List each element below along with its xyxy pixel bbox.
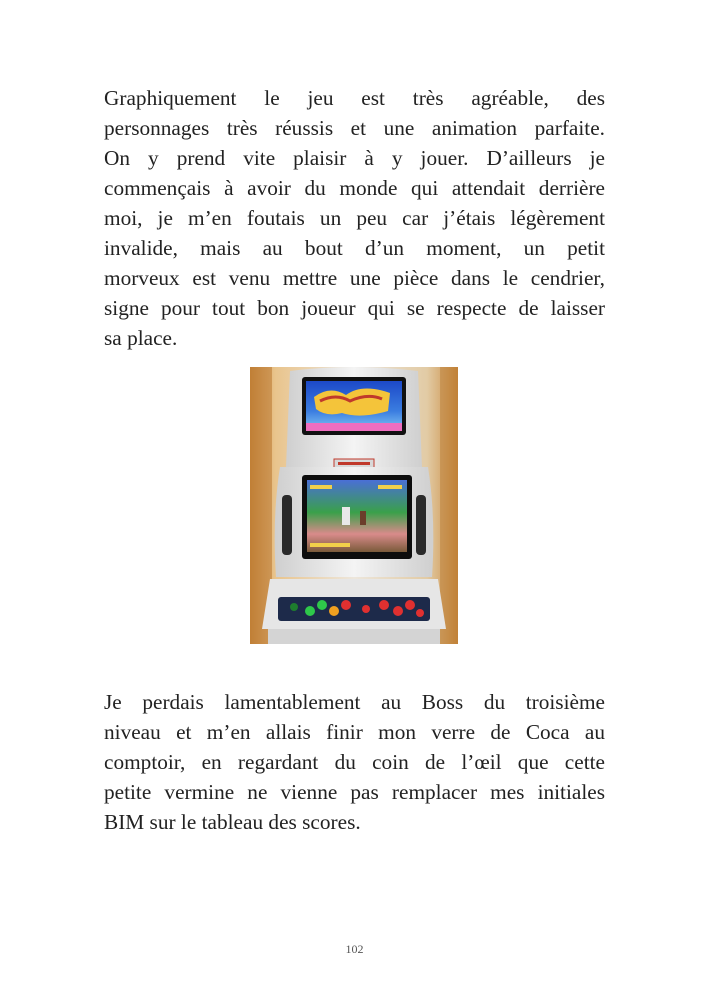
page-number: 102 [345, 942, 364, 956]
text-line: On y prend vite plaisir à y jouer. D’ailleurs je [104, 146, 605, 170]
paragraph-2 [104, 687, 605, 837]
paragraph-1 [104, 83, 605, 353]
text-line: Je perdais lamentablement au Boss du troisième [104, 690, 605, 714]
text-line: petite vermine ne vienne pas remplacer mes initiales [104, 780, 605, 804]
arcade-cabinet-photo [250, 367, 458, 644]
text-line: Graphiquement le jeu est très agréable, des [104, 86, 605, 110]
text-line: sa place. [104, 326, 178, 350]
text-line: moi, je m’en foutais un peu car j’étais légèrement [104, 206, 605, 230]
text-line: comptoir, en regardant du coin de l’œil que cette [104, 750, 605, 774]
text-line: personnages très réussis et une animation parfaite. [104, 116, 605, 140]
text-line: morveux est venu mettre une pièce dans le cendrier, [104, 266, 605, 290]
text-line: niveau et m’en allais finir mon verre de Coca au [104, 720, 605, 744]
text-line: invalide, mais au bout d’un moment, un petit [104, 236, 605, 260]
text-line: signe pour tout bon joueur qui se respecte de laisser [104, 296, 605, 320]
text-line: BIM sur le tableau des scores. [104, 810, 361, 834]
text-line: commençais à avoir du monde qui attendait derrière [104, 176, 605, 200]
